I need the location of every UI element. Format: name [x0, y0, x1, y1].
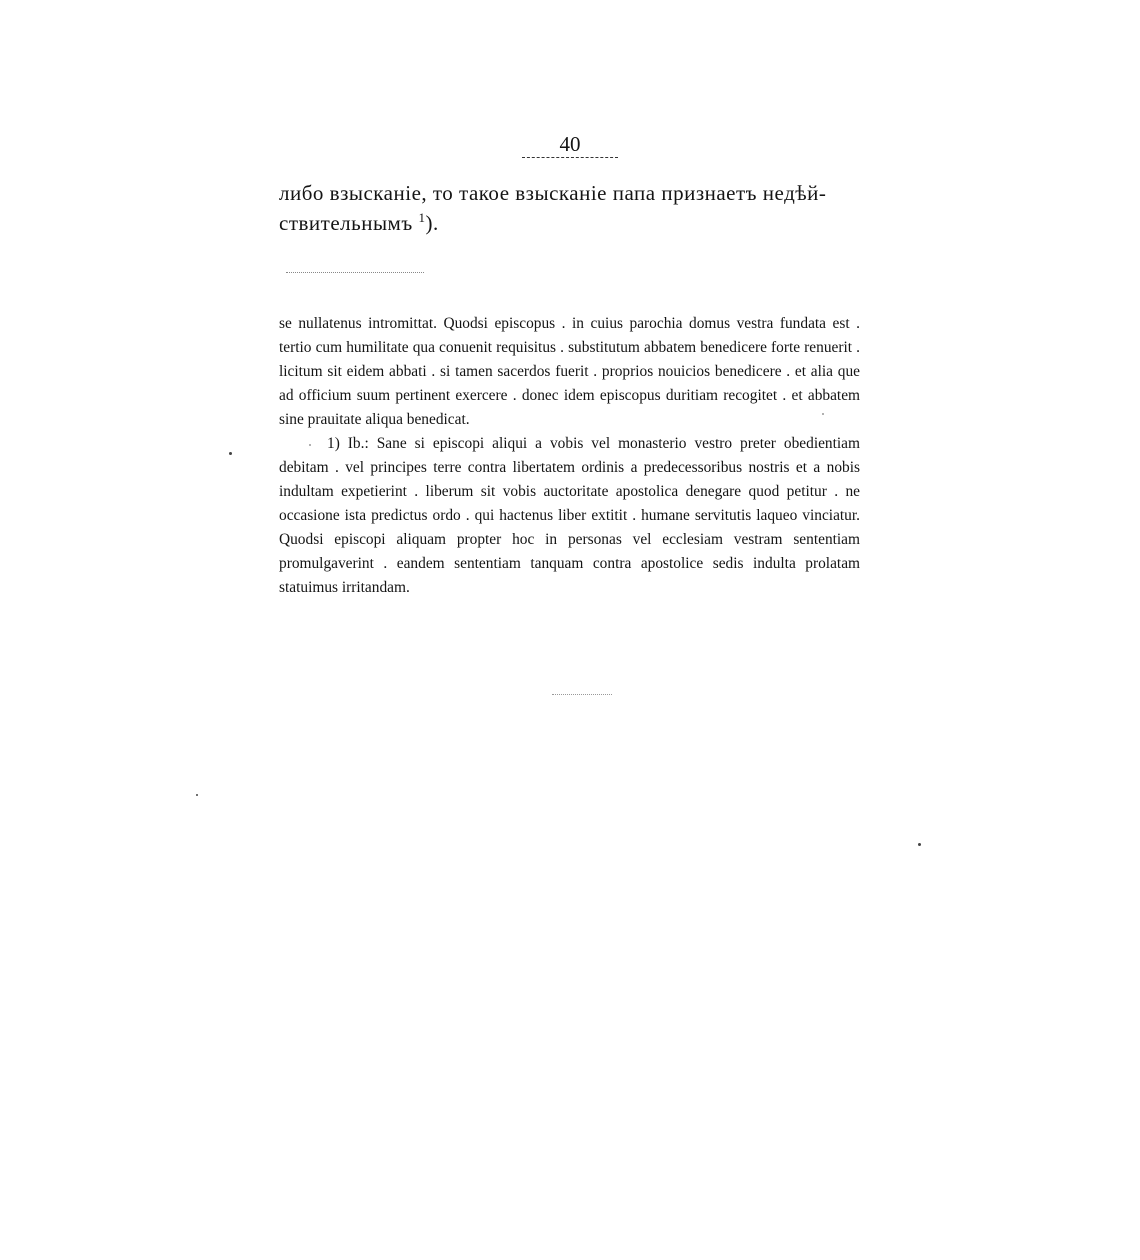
footnote-separator [286, 272, 424, 273]
footnote-1-text: Sane si episcopi aliqui a vobis vel monasterio vestro preter obedientiam debitam . vel principes terre contra libertatem ordinis a predecessoribus nostris et a nobis indultam expetierint . liberum sit vobis auctoritate apostolica denegare quod petitur . ne occasione ista predictus ordo . qui hactenus liber extitit . humane servitutis laqueo vinciatur. Quodsi episcopi aliquam propter hoc in personas vel ecclesiam vestram sententiam promulgaverint . eandem sententiam tanquam contra apostolice sedis indulta prolatam statuimus irritandam. [279, 435, 860, 596]
scan-speck [309, 444, 311, 446]
page-number: 40 [559, 132, 581, 156]
footnote-1 [279, 432, 860, 600]
footnotes [279, 312, 860, 600]
footnote-1-marker: 1) Ib.: [327, 435, 369, 452]
main-text-line-1: либо взысканіе, то такое взысканіе папа признаетъ недѣй- [279, 181, 827, 205]
scan-speck [822, 413, 824, 415]
main-text-line-2-tail: ). [425, 211, 439, 235]
header-rule [522, 157, 618, 158]
scan-speck [196, 794, 198, 796]
footnote-continuation: se nullatenus intromittat. Quodsi episcopus . in cuius parochia domus vestra fundata est . tertio cum humilitate qua conuenit requisitus . substitutum abbatem benedicere forte renuerit . licitum sit eidem abbati . si tamen sacerdos fuerit . proprios nouicios benedicere . et alia que ad officium suum pertinent exercere . donec idem episcopus duritiam recogitet . et abbatem sine prauitate aliqua benedicat. [279, 315, 860, 428]
main-text-line-2: ствительнымъ [279, 211, 413, 235]
footnote-reference: 1 [418, 210, 426, 225]
end-rule [552, 694, 612, 695]
main-text [279, 178, 860, 238]
scan-speck [229, 452, 232, 455]
scan-speck [918, 843, 921, 846]
